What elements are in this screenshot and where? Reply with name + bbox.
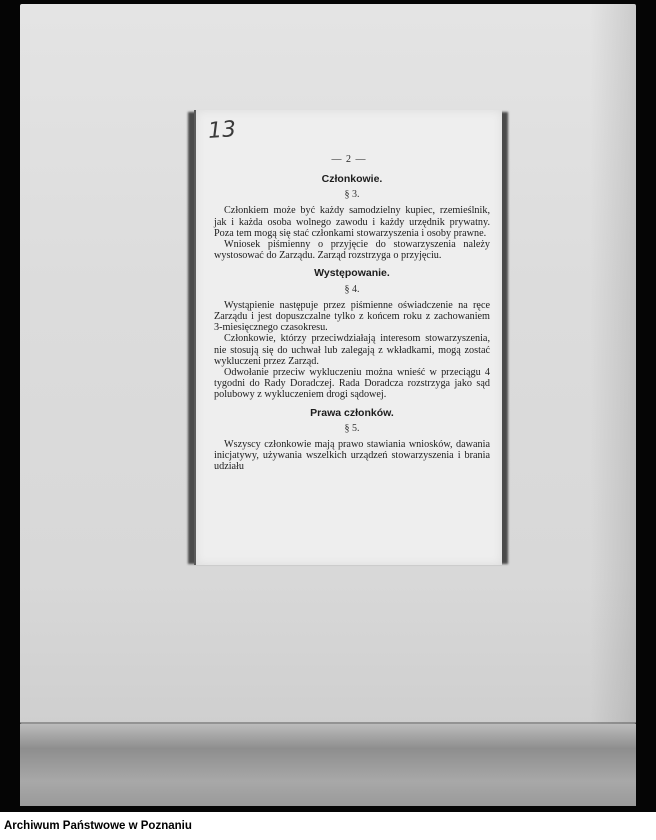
paragraph-text: Członkowie, którzy przeciwdziałają interesom stowarzyszenia, nie stosują się do uchwał lub zalegają z wkładkami, mogą zostać wykluczeni przez Zarząd.	[214, 333, 490, 367]
paragraph-text: Członkiem może być każdy samodzielny kupiec, rzemieślnik, jak i każda osoba wolnego zawodu i każdy urzędnik prywatny. Poza tem mogą się stać członkami stowarzyszenia i osoby prawne.	[214, 205, 490, 239]
document-content	[214, 174, 490, 473]
section-title: Prawa członków.	[310, 406, 394, 419]
section-title: Członkowie.	[321, 173, 383, 185]
paragraph-text: Wystąpienie następuje przez piśmienne oświadczenie na ręce Zarządu i jest dopuszczalne tylko z końcem roku z zachowaniem 3-miesięcznego czasokresu.	[214, 299, 490, 334]
paragraph-text: Wniosek piśmienny o przyjęcie do stowarzyszenia należy wystosować do Zarządu. Zarząd rozstrzyga o przyjęciu.	[214, 239, 490, 262]
section-members	[214, 174, 490, 261]
footer-bar	[0, 812, 656, 840]
paragraph-sign: § 4.	[344, 283, 360, 295]
paragraph-sign: § 5.	[344, 422, 360, 434]
archive-caption: Archiwum Państwowe w Poznaniu	[4, 820, 192, 832]
paragraph-text: Odwołanie przeciw wykluczeniu można wnieść w przeciągu 4 tygodni do Rady Doradczej. Rada Doradcza rozstrzyga jako sąd polubowy z wykluczeniem drogi sądowej.	[214, 367, 490, 401]
section-title: Występowanie.	[314, 267, 390, 280]
section-member-rights	[214, 408, 490, 473]
document-page	[194, 110, 502, 565]
paragraph-text: Wszyscy członkowie mają prawo stawiania wniosków, dawania inicjatywy, używania wszelkich urządzeń stowarzyszenia i brania udziału	[214, 439, 490, 473]
floor-surface	[20, 724, 636, 806]
section-withdrawal	[214, 268, 490, 400]
handwritten-page-number: 13	[207, 117, 237, 144]
paragraph-sign: § 3.	[344, 189, 360, 201]
wall-shadow	[590, 4, 636, 744]
page-header: — 2 —	[331, 154, 367, 165]
